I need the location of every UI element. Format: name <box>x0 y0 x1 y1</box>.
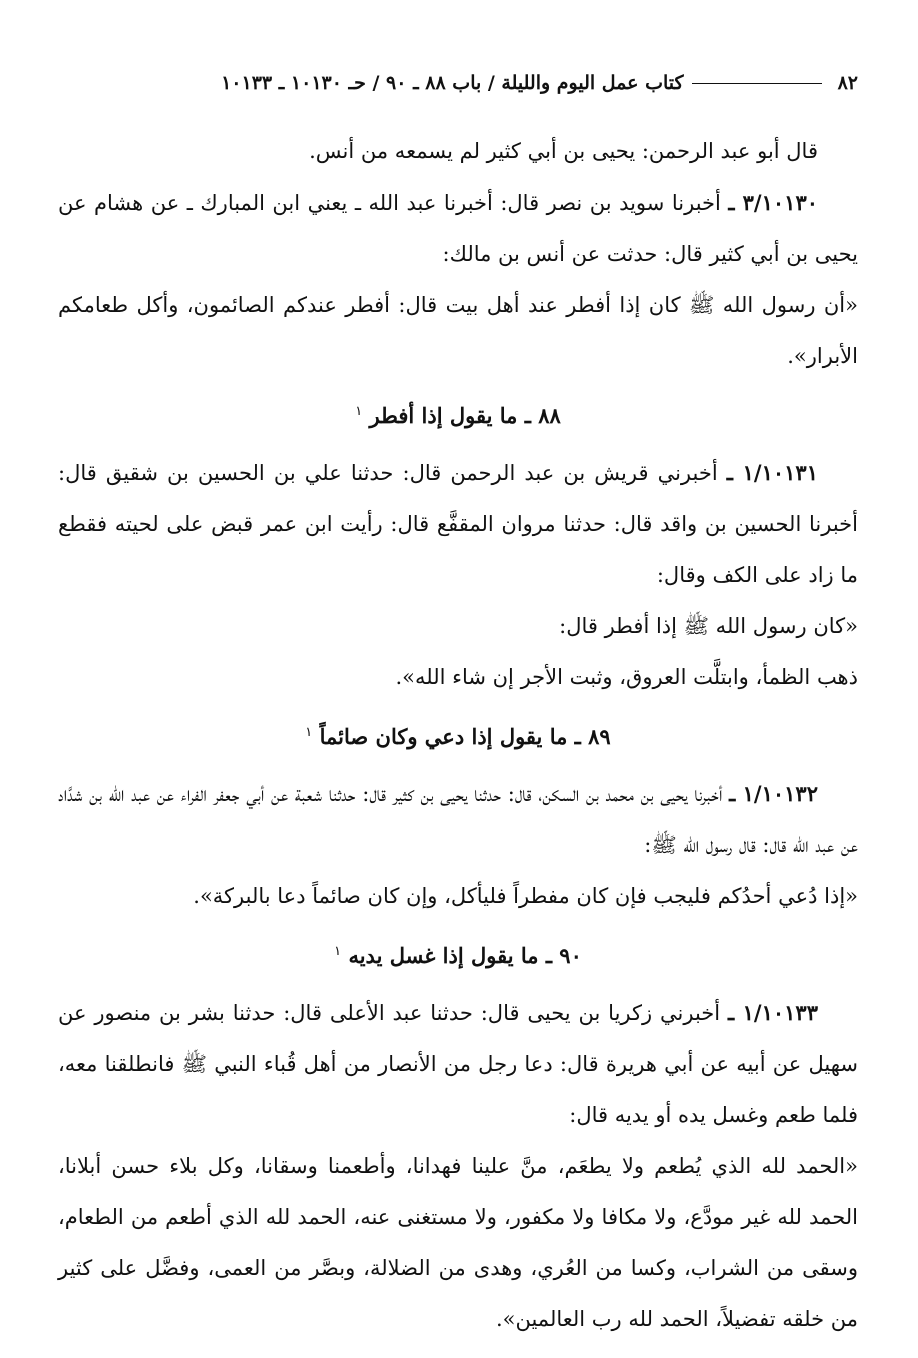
header-title: كتاب عمل اليوم والليلة / باب ٨٨ ـ ٩٠ / حـ ١٠١٣٠ ـ ١٠١٣٣ <box>221 72 684 94</box>
footnote-marker: ١ <box>334 944 342 959</box>
chapter-heading-89 <box>58 707 858 762</box>
isnad-text: أخبرنا سويد بن نصر قال: أخبرنا عبد الله ـ يعني ابن المبارك ـ عن هشام عن يحيى بن أبي كثير قال: حدثت عن أنس بن مالك: <box>58 191 858 266</box>
hadith-number: ١/١٠١٣٢ ـ <box>729 781 818 806</box>
hadith-number: ٣/١٠١٣٠ ـ <box>728 190 819 215</box>
isnad-text: أخبرني قريش بن عبد الرحمن قال: حدثنا علي بن الحسين بن شقيق قال: أخبرنا الحسين بن واقد قال: حدثنا مروان المقفَّع قال: رأيت ابن عمر قبض على لحيته فقطع ما زاد على الكف وقال: <box>58 461 858 587</box>
chapter-heading-90 <box>58 926 858 981</box>
header-rule <box>692 83 822 84</box>
footnote-marker: ١ <box>305 725 313 740</box>
chapter-heading-88 <box>58 386 858 441</box>
hadith-10131-matn-1: «كان رسول الله ﷺ إذا أفطر قال: <box>559 614 858 638</box>
hadith-number: ١/١٠١٣٣ ـ <box>727 1000 818 1025</box>
hadith-10131-matn-2: ذهب الظمأ، وابتلَّت العروق، وثبت الأجر إن شاء الله». <box>395 665 858 689</box>
intro-remark: قال أبو عبد الرحمن: يحيى بن أبي كثير لم يسمعه من أنس. <box>309 139 818 163</box>
running-header <box>58 72 858 104</box>
isnad-text: أخبرنا يحيى بن محمد بن السكن، قال: حدثنا يحيى بن كثير قال: حدثنا شعبة عن أبي جعفر الفراء عن عبد الله بن شدَّاد عن عبد الله قال: قال رسول الله ﷺ: <box>58 782 858 857</box>
hadith-10132-matn: «إذا دُعي أحدُكم فليجب فإن كان مفطراً فليأكل، وإن كان صائماً دعا بالبركة». <box>193 884 858 908</box>
footnote-marker: ١ <box>355 404 363 419</box>
hadith-10133-isnad <box>58 987 858 1141</box>
chapter-title: ٨٨ ـ ما يقول إذا أفطر <box>369 403 561 428</box>
page-number: ٨٢ <box>837 72 858 94</box>
hadith-10131-isnad <box>58 447 858 601</box>
hadith-10130-isnad <box>58 177 858 280</box>
hadith-10130-matn: «أن رسول الله ﷺ كان إذا أفطر عند أهل بيت قال: أفطر عندكم الصائمون، وأكل طعامكم الأبرار». <box>58 293 858 368</box>
hadith-number: ١/١٠١٣١ ـ <box>726 460 818 485</box>
chapter-title: ٨٩ ـ ما يقول إذا دعي وكان صائماً <box>319 724 611 749</box>
isnad-text: أخبرني زكريا بن يحيى قال: حدثنا عبد الأعلى قال: حدثنا بشر بن منصور عن سهيل عن أبيه عن أبي هريرة قال: دعا رجل من الأنصار من أهل قُباء النبي ﷺ فانطلقنا معه، فلما طعم وغسل يده أو يديه قال: <box>58 1001 858 1127</box>
hadith-10132-isnad <box>58 768 858 871</box>
book-page <box>58 72 858 1342</box>
hadith-10133-matn: «الحمد لله الذي يُطعم ولا يطعَم، منَّ علينا فهدانا، وأطعمنا وسقانا، وكل بلاء حسن أبلانا، الحمد لله غير مودَّع، ولا مكافا ولا مكفور، ولا مستغنى عنه، الحمد لله الذي أطعم من الطعام، وسقى من الشراب، وكسا من العُري، وهدى من الضلالة، وبصَّر من العمى، وفضَّل على كثير من خلقه تفضيلاً، الحمد لله رب العالمين». <box>58 1154 858 1331</box>
chapter-title: ٩٠ ـ ما يقول إذا غسل يديه <box>348 943 582 968</box>
